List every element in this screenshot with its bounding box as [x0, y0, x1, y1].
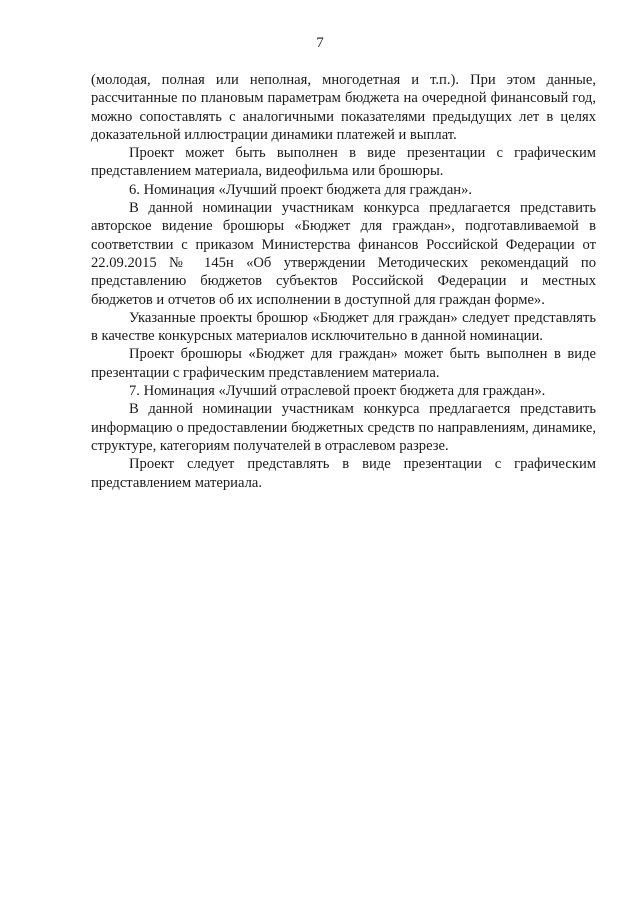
nomination-7-format-note: Проект следует представлять в виде презентации с графическим представлением материала. — [91, 456, 596, 491]
nomination-7-description: В данной номинации участникам конкурса предлагается представить информацию о предоставлении бюджетных средств по направлениям, динамике, структуре, категориям получателей в отраслевом разрезе. — [91, 401, 596, 454]
nomination-6-format-note: Проект брошюры «Бюджет для граждан» может быть выполнен в виде презентации с графическим представлением материала. — [91, 346, 596, 381]
document-body — [91, 71, 596, 492]
nomination-7-heading: 7. Номинация «Лучший отраслевой проект бюджета для граждан». — [129, 383, 546, 400]
nomination-6-description: В данной номинации участникам конкурса предлагается представить авторское видение брошюры «Бюджет для граждан», подготавливаемой в соответствии с приказом Министерства финансов Российской Федерации от 22.09.2015 № 145н «Об утверждении Методических рекомендаций по представлению бюджетов субъектов Российской Федерации и местных бюджетов и отчетов об их исполнении в доступной для граждан форме». — [91, 200, 596, 308]
page-number: 7 — [316, 35, 324, 51]
paragraph-presentation-note: Проект может быть выполнен в виде презентации с графическим представлением материала, видеофильма или брошюры. — [91, 145, 596, 180]
paragraph-continuation: (молодая, полная или неполная, многодетная и т.п.). При этом данные, рассчитанные по плановым параметрам бюджета на очередной финансовый год, можно сопоставлять с аналогичными показателями предыдущих лет в целях доказательной иллюстрации динамики платежей и выплат. — [91, 72, 596, 143]
nomination-6-materials-note: Указанные проекты брошюр «Бюджет для граждан» следует представлять в качестве конкурсных материалов исключительно в данной номинации. — [91, 309, 596, 345]
nomination-6-heading: 6. Номинация «Лучший проект бюджета для граждан». — [129, 181, 473, 198]
